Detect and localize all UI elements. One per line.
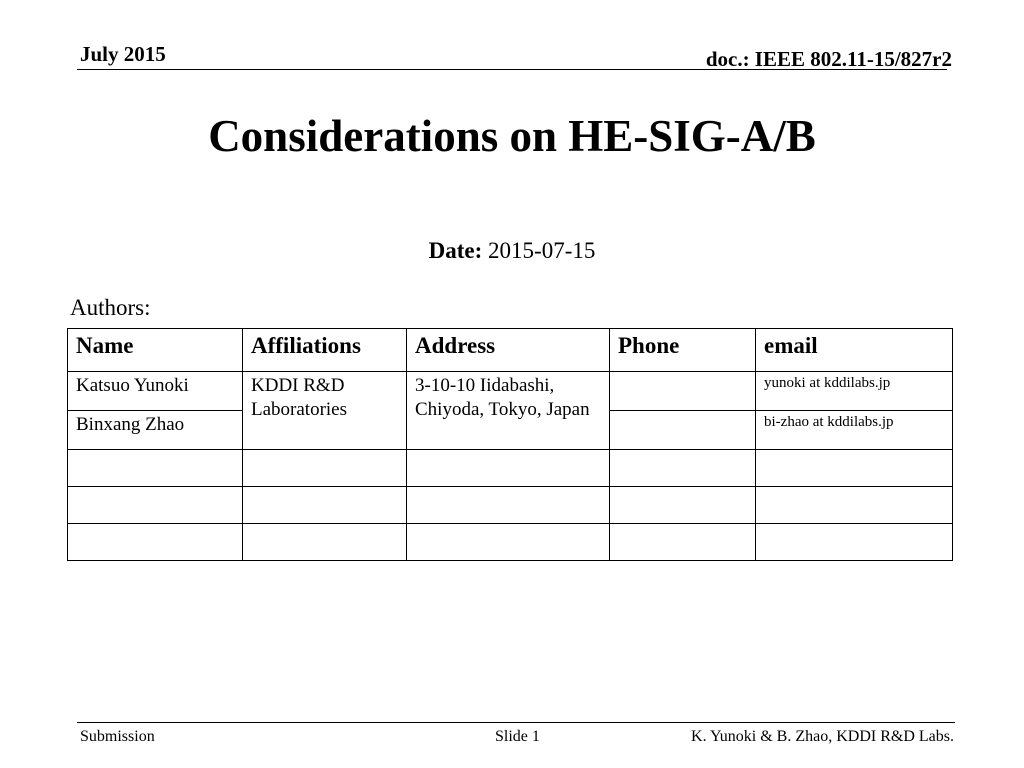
author-phone [610,411,756,450]
footer-submission: Submission [80,728,155,745]
empty-cell [68,524,243,561]
author-email: bi-zhao at kddilabs.jp [756,411,953,450]
authors-table [67,328,953,561]
empty-cell [243,450,407,487]
empty-cell [756,524,953,561]
column-header-phone: Phone [610,329,756,372]
empty-cell [243,524,407,561]
author-address: 3-10-10 Iidabashi, Chiyoda, Tokyo, Japan [407,372,610,450]
author-affiliation: KDDI R&D Laboratories [243,372,407,450]
table-row [68,487,953,524]
footer-rule [77,722,955,723]
column-header-email: email [756,329,953,372]
date-line [0,238,1024,264]
author-email: yunoki at kddilabs.jp [756,372,953,411]
column-header-name: Name [68,329,243,372]
footer-authors: K. Yunoki & B. Zhao, KDDI R&D Labs. [691,728,954,745]
table-row [68,372,953,411]
table-row [68,524,953,561]
empty-cell [68,450,243,487]
header-date: July 2015 [80,42,166,66]
table-header-row [68,329,953,372]
footer-slide-number: Slide 1 [495,728,540,745]
empty-cell [756,450,953,487]
empty-cell [68,487,243,524]
empty-cell [610,487,756,524]
author-name: Binxang Zhao [68,411,243,450]
author-name: Katsuo Yunoki [68,372,243,411]
author-phone [610,372,756,411]
empty-cell [610,524,756,561]
table-row [68,450,953,487]
authors-label: Authors: [70,295,151,320]
date-label: Date: [428,238,483,263]
slide-title: Considerations on HE-SIG-A/B [208,111,816,161]
empty-cell [610,450,756,487]
column-header-affiliations: Affiliations [243,329,407,372]
empty-cell [756,487,953,524]
empty-cell [407,487,610,524]
header-rule [77,69,947,70]
column-header-address: Address [407,329,610,372]
empty-cell [243,487,407,524]
header-doc-id: doc.: IEEE 802.11-15/827r2 [705,47,952,71]
date-value: 2015-07-15 [488,238,596,263]
empty-cell [407,450,610,487]
empty-cell [407,524,610,561]
